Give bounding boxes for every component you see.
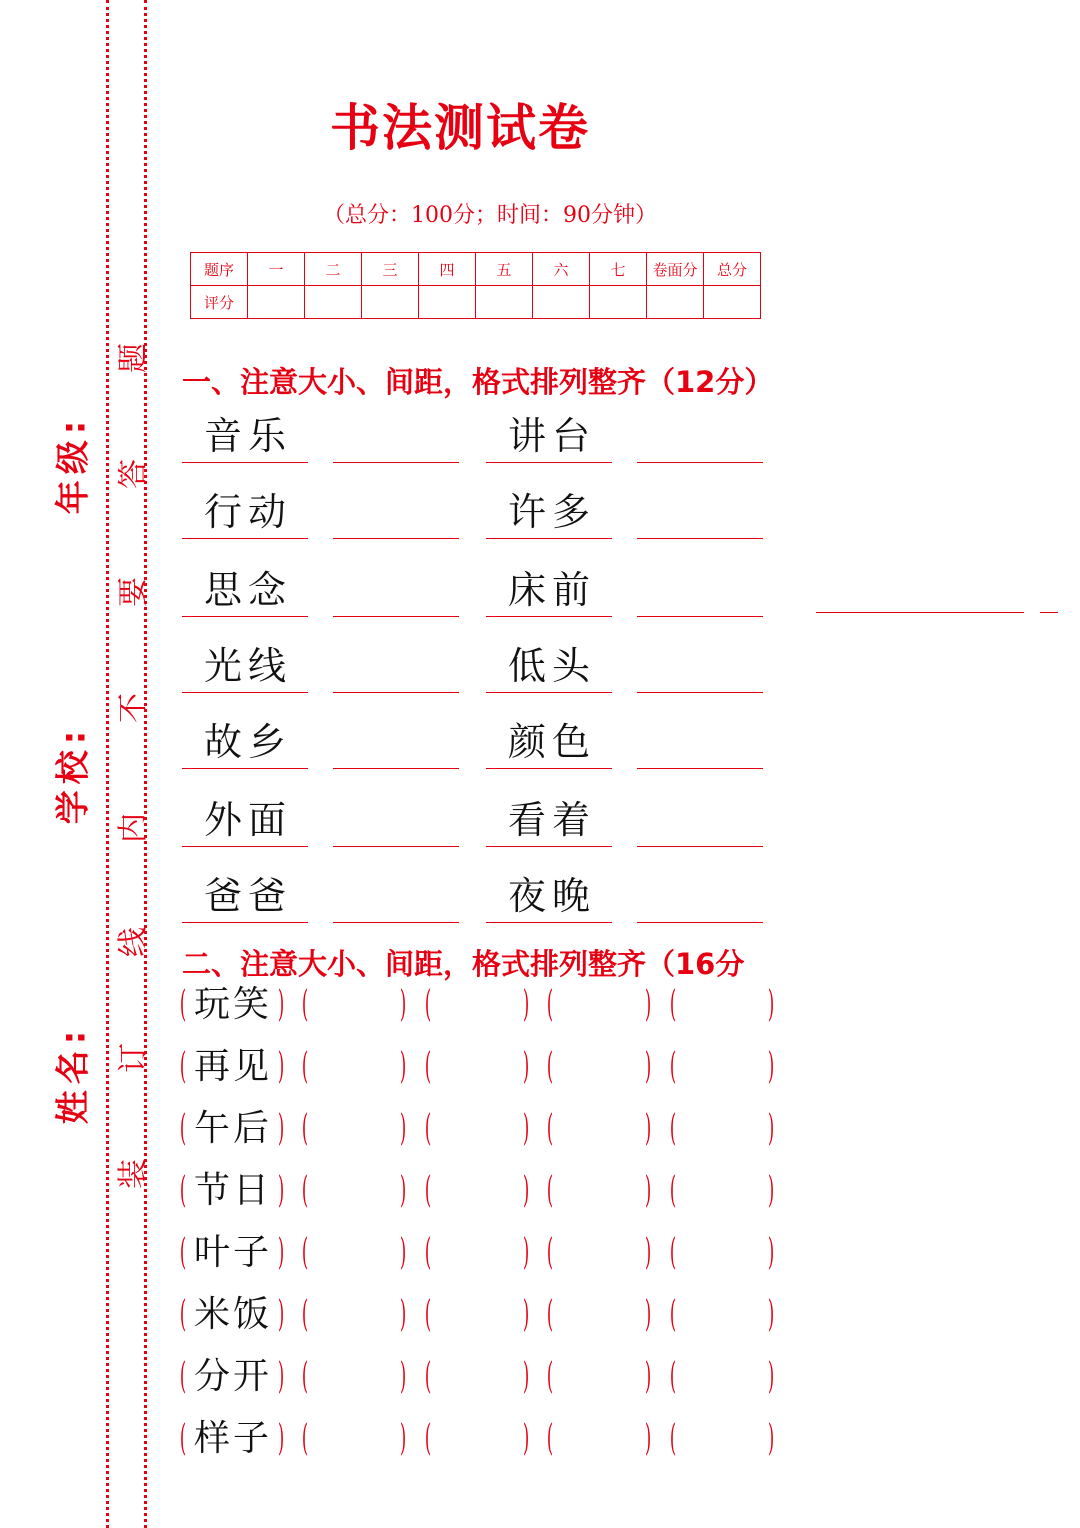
score-cell[interactable] (476, 286, 533, 319)
left-paren: ( (546, 1170, 554, 1211)
model-word: 样子 (194, 1418, 273, 1459)
writing-blank[interactable] (333, 878, 459, 923)
writing-blank[interactable] (333, 572, 459, 617)
name-label: 姓名: (53, 1024, 94, 1125)
seal-char: 线 (116, 927, 151, 957)
score-cell[interactable] (419, 286, 476, 319)
writing-blank[interactable] (333, 418, 459, 463)
grade-label: 年级: (53, 414, 94, 515)
word-model-cell (486, 490, 612, 539)
model-word: 行动 (204, 490, 293, 534)
score-table-column-header: 五 (476, 253, 533, 286)
right-paren: ) (399, 1294, 407, 1335)
writing-box[interactable] (670, 1356, 774, 1402)
right-paren: ) (277, 1232, 285, 1273)
section-2-heading: 二、注意大小、间距，格式排列整齐（16分 (182, 947, 745, 981)
right-paren: ) (644, 1294, 652, 1335)
left-paren: ( (301, 984, 309, 1025)
writing-blank[interactable] (333, 802, 459, 847)
score-table-column-header: 卷面分 (647, 253, 704, 286)
binding-dotted-line-outer (106, 0, 109, 1528)
score-cell[interactable] (704, 286, 761, 319)
model-word-box (180, 1170, 284, 1216)
writing-box[interactable] (670, 1108, 774, 1154)
seal-char: 内 (116, 813, 151, 843)
model-word-box (180, 1356, 284, 1402)
left-paren: ( (179, 984, 187, 1025)
right-paren: ) (767, 1294, 775, 1335)
word-model-cell (182, 798, 308, 847)
model-word-box (180, 1294, 284, 1340)
left-paren: ( (301, 1294, 309, 1335)
right-paren: ) (644, 984, 652, 1025)
right-paren: ) (767, 1232, 775, 1273)
section-1-heading: 一、注意大小、间距，格式排列整齐（12分） (182, 365, 774, 399)
writing-box[interactable] (425, 1294, 529, 1340)
left-paren: ( (179, 1294, 187, 1335)
model-word: 故乡 (204, 720, 293, 764)
left-paren: ( (301, 1108, 309, 1149)
word-model-cell (486, 568, 612, 617)
writing-box[interactable] (302, 1108, 406, 1154)
writing-box[interactable] (425, 1232, 529, 1278)
left-paren: ( (424, 1356, 432, 1397)
writing-box[interactable] (547, 1108, 651, 1154)
model-word: 再见 (194, 1046, 273, 1087)
writing-box[interactable] (425, 1046, 529, 1092)
left-paren: ( (424, 1108, 432, 1149)
score-time-info: （总分：100分；时间：90分钟） (323, 203, 657, 228)
left-paren: ( (546, 1108, 554, 1149)
word-model-cell (182, 568, 308, 617)
page-title: 书法测试卷 (330, 99, 590, 157)
model-word: 思念 (204, 568, 293, 612)
model-word: 光线 (204, 644, 293, 688)
score-table-row-label: 题序 (191, 253, 248, 286)
right-paren: ) (767, 1108, 775, 1149)
left-paren: ( (669, 1108, 677, 1149)
right-paren: ) (277, 1294, 285, 1335)
right-paren: ) (522, 984, 530, 1025)
writing-box[interactable] (547, 1170, 651, 1216)
writing-box[interactable] (425, 1108, 529, 1154)
writing-box[interactable] (302, 1232, 406, 1278)
right-paren: ) (767, 1356, 775, 1397)
right-paren: ) (644, 1046, 652, 1087)
model-word: 床前 (508, 568, 597, 612)
writing-box[interactable] (425, 1170, 529, 1216)
model-word-box (180, 1046, 284, 1092)
right-paren: ) (767, 1418, 775, 1459)
writing-blank[interactable] (637, 418, 763, 463)
left-paren: ( (301, 1418, 309, 1459)
writing-box[interactable] (302, 984, 406, 1030)
model-word: 音乐 (204, 414, 293, 458)
right-paren: ) (522, 1108, 530, 1149)
right-paren: ) (277, 1356, 285, 1397)
right-paren: ) (767, 984, 775, 1025)
binding-dotted-line-inner (144, 0, 147, 1528)
model-word: 外面 (204, 798, 293, 842)
model-word: 看着 (508, 798, 597, 842)
score-table-column-header: 总分 (704, 253, 761, 286)
right-paren: ) (399, 1046, 407, 1087)
left-paren: ( (179, 1046, 187, 1087)
right-paren: ) (399, 1418, 407, 1459)
word-model-cell (486, 874, 612, 923)
left-paren: ( (669, 1170, 677, 1211)
model-word: 米饭 (194, 1294, 273, 1335)
writing-box[interactable] (670, 1294, 774, 1340)
right-paren: ) (399, 1108, 407, 1149)
left-paren: ( (669, 1232, 677, 1273)
right-paren: ) (644, 1418, 652, 1459)
score-cell[interactable] (248, 286, 305, 319)
score-cell[interactable] (590, 286, 647, 319)
model-word-box (180, 1108, 284, 1154)
writing-blank[interactable] (333, 494, 459, 539)
score-table (190, 252, 761, 319)
model-word: 低头 (508, 644, 597, 688)
model-word: 许多 (508, 490, 597, 534)
score-table-column-header: 一 (248, 253, 305, 286)
left-paren: ( (179, 1108, 187, 1149)
left-paren: ( (301, 1356, 309, 1397)
score-table-header-row (191, 253, 761, 286)
model-word: 爸爸 (204, 874, 293, 918)
score-cell[interactable] (647, 286, 704, 319)
writing-box[interactable] (670, 1046, 774, 1092)
score-table-column-header: 六 (533, 253, 590, 286)
model-word-box (180, 1418, 284, 1464)
right-paren: ) (277, 1046, 285, 1087)
writing-box[interactable] (547, 1294, 651, 1340)
left-paren: ( (546, 984, 554, 1025)
left-paren: ( (546, 1046, 554, 1087)
left-paren: ( (424, 1170, 432, 1211)
model-word-box (180, 1232, 284, 1278)
right-paren: ) (522, 1356, 530, 1397)
right-paren: ) (277, 984, 285, 1025)
writing-box[interactable] (425, 1418, 529, 1464)
seal-char: 装 (116, 1159, 151, 1189)
model-word: 分开 (194, 1356, 273, 1397)
writing-blank[interactable] (637, 724, 763, 769)
right-paren: ) (399, 1356, 407, 1397)
left-paren: ( (669, 984, 677, 1025)
writing-box[interactable] (670, 1418, 774, 1464)
score-cell[interactable] (362, 286, 419, 319)
stray-line (1040, 612, 1058, 613)
right-paren: ) (399, 1170, 407, 1211)
word-model-cell (486, 644, 612, 693)
right-paren: ) (522, 1170, 530, 1211)
left-paren: ( (546, 1232, 554, 1273)
model-word: 节日 (194, 1170, 273, 1211)
left-paren: ( (424, 1418, 432, 1459)
left-paren: ( (546, 1418, 554, 1459)
writing-box[interactable] (547, 1232, 651, 1278)
right-paren: ) (644, 1232, 652, 1273)
writing-box[interactable] (670, 984, 774, 1030)
score-cell[interactable] (305, 286, 362, 319)
writing-box[interactable] (302, 1294, 406, 1340)
left-paren: ( (179, 1356, 187, 1397)
right-paren: ) (767, 1046, 775, 1087)
word-model-cell (486, 798, 612, 847)
writing-box[interactable] (547, 1046, 651, 1092)
writing-blank[interactable] (637, 878, 763, 923)
left-paren: ( (546, 1294, 554, 1335)
word-model-cell (182, 490, 308, 539)
right-paren: ) (522, 1046, 530, 1087)
writing-blank[interactable] (333, 724, 459, 769)
model-word: 叶子 (194, 1232, 273, 1273)
writing-box[interactable] (547, 1418, 651, 1464)
score-cell[interactable] (533, 286, 590, 319)
writing-box[interactable] (670, 1170, 774, 1216)
right-paren: ) (277, 1108, 285, 1149)
right-paren: ) (399, 1232, 407, 1273)
score-table-column-header: 四 (419, 253, 476, 286)
right-paren: ) (644, 1356, 652, 1397)
writing-box[interactable] (547, 1356, 651, 1402)
right-paren: ) (644, 1170, 652, 1211)
left-paren: ( (424, 984, 432, 1025)
seal-char: 题 (116, 343, 151, 373)
model-word: 午后 (194, 1108, 273, 1149)
writing-box[interactable] (425, 984, 529, 1030)
seal-char: 不 (116, 693, 151, 723)
word-model-cell (182, 644, 308, 693)
score-table-column-header: 二 (305, 253, 362, 286)
school-label: 学校: (53, 724, 94, 825)
left-paren: ( (179, 1418, 187, 1459)
writing-box[interactable] (302, 1356, 406, 1402)
left-paren: ( (546, 1356, 554, 1397)
writing-blank[interactable] (637, 802, 763, 847)
writing-box[interactable] (302, 1418, 406, 1464)
word-model-cell (182, 720, 308, 769)
writing-blank[interactable] (637, 494, 763, 539)
right-paren: ) (522, 1232, 530, 1273)
writing-blank[interactable] (637, 572, 763, 617)
model-word-box (180, 984, 284, 1030)
stray-line (816, 612, 1024, 613)
left-paren: ( (669, 1046, 677, 1087)
left-paren: ( (424, 1294, 432, 1335)
left-paren: ( (424, 1046, 432, 1087)
right-paren: ) (644, 1108, 652, 1149)
right-paren: ) (522, 1294, 530, 1335)
left-paren: ( (669, 1294, 677, 1335)
writing-box[interactable] (547, 984, 651, 1030)
writing-box[interactable] (302, 1170, 406, 1216)
right-paren: ) (277, 1418, 285, 1459)
model-word: 颜色 (508, 720, 597, 764)
right-paren: ) (277, 1170, 285, 1211)
seal-char: 订 (116, 1043, 151, 1073)
left-paren: ( (301, 1170, 309, 1211)
score-table-column-header: 三 (362, 253, 419, 286)
right-paren: ) (399, 984, 407, 1025)
word-model-cell (182, 414, 308, 463)
model-word: 夜晚 (508, 874, 597, 918)
writing-box[interactable] (425, 1356, 529, 1402)
left-paren: ( (301, 1232, 309, 1273)
writing-blank[interactable] (333, 648, 459, 693)
score-table-score-row (191, 286, 761, 319)
score-table-row-label: 评分 (191, 286, 248, 319)
model-word: 玩笑 (194, 984, 273, 1025)
left-paren: ( (669, 1418, 677, 1459)
left-paren: ( (179, 1170, 187, 1211)
writing-box[interactable] (670, 1232, 774, 1278)
score-table-column-header: 七 (590, 253, 647, 286)
word-model-cell (182, 874, 308, 923)
word-model-cell (486, 720, 612, 769)
left-paren: ( (424, 1232, 432, 1273)
right-paren: ) (522, 1418, 530, 1459)
word-model-cell (486, 414, 612, 463)
writing-blank[interactable] (637, 648, 763, 693)
writing-box[interactable] (302, 1046, 406, 1092)
model-word: 讲台 (508, 414, 597, 458)
right-paren: ) (767, 1170, 775, 1211)
seal-char: 要 (116, 577, 151, 607)
left-paren: ( (179, 1232, 187, 1273)
seal-char: 答 (116, 459, 151, 489)
left-paren: ( (669, 1356, 677, 1397)
left-paren: ( (301, 1046, 309, 1087)
